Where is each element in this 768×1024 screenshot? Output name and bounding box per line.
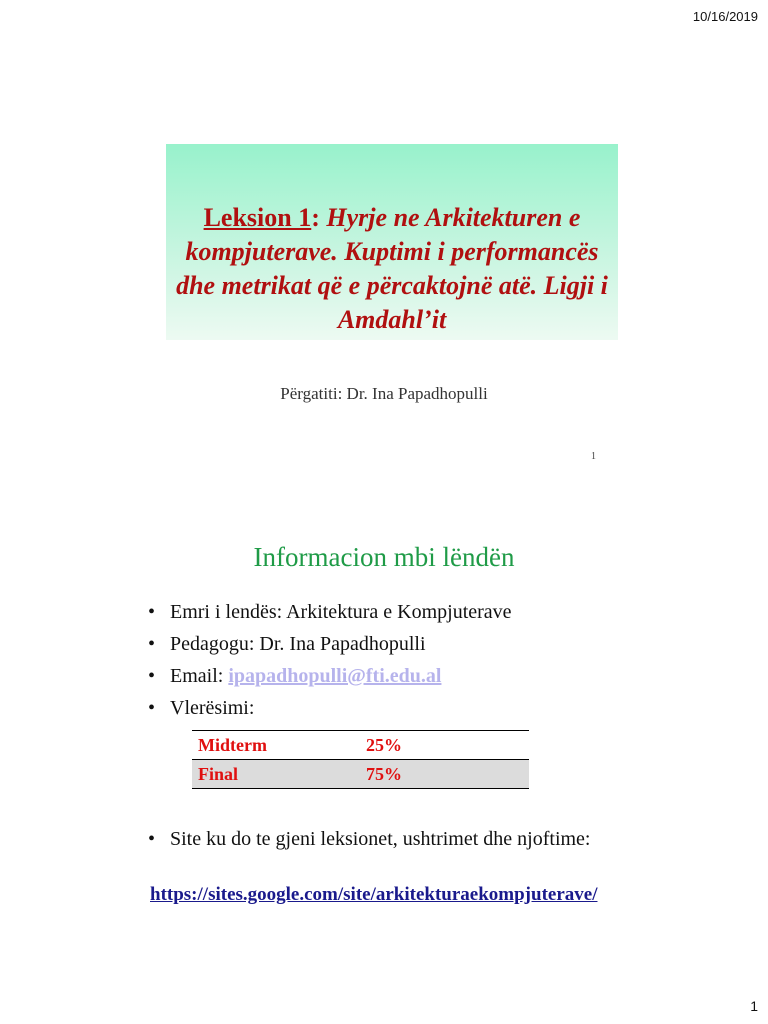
course-name: Emri i lendës: Arkitektura e Kompjuterave xyxy=(170,601,512,623)
list-item xyxy=(148,598,618,630)
email-label: Email: xyxy=(170,665,229,687)
course-site-link[interactable]: https://sites.google.com/site/arkitekturaekompjuterave/ xyxy=(150,884,598,905)
grade-weight: 75% xyxy=(366,763,402,784)
email-link[interactable]: ipapadhopulli@fti.edu.al xyxy=(228,665,442,687)
list-item xyxy=(148,694,618,726)
grade-component: Final xyxy=(198,763,239,784)
grading-label: Vlerësimi: xyxy=(170,697,255,719)
grading-table xyxy=(192,730,529,789)
bullet-icon: • xyxy=(148,828,156,850)
lesson-title-colon: : xyxy=(311,203,320,232)
bullet-icon: • xyxy=(148,697,156,719)
table-row xyxy=(192,731,529,760)
lesson-title-box xyxy=(166,144,618,340)
table-row xyxy=(192,760,529,789)
lecturer-name: Pedagogu: Dr. Ina Papadhopulli xyxy=(170,633,426,655)
site-info-list xyxy=(148,826,618,853)
page-number: 1 xyxy=(750,998,758,1014)
grade-weight: 25% xyxy=(366,734,402,755)
bullet-icon: • xyxy=(148,665,156,687)
list-item xyxy=(148,630,618,662)
bullet-icon: • xyxy=(148,601,156,623)
list-item xyxy=(148,662,618,694)
list-item xyxy=(148,826,618,853)
bullet-icon: • xyxy=(148,633,156,655)
lesson-title: Hyrje ne Arkitekturen e kompjuterave. Kuptimi i performancës dhe metrikat që e përcaktojnë atë. Ligji i Amdahl’it xyxy=(176,203,608,334)
grade-component: Midterm xyxy=(198,734,267,755)
print-date: 10/16/2019 xyxy=(692,9,758,24)
course-info-list xyxy=(148,598,618,726)
lesson-number: Leksion 1 xyxy=(203,203,312,232)
slide-number: 1 xyxy=(591,451,596,462)
lesson-author: Përgatiti: Dr. Ina Papadhopulli xyxy=(280,384,488,403)
site-description: Site ku do te gjeni leksionet, ushtrimet dhe njoftime: xyxy=(170,828,591,850)
course-info-heading: Informacion mbi lëndën xyxy=(253,542,515,572)
